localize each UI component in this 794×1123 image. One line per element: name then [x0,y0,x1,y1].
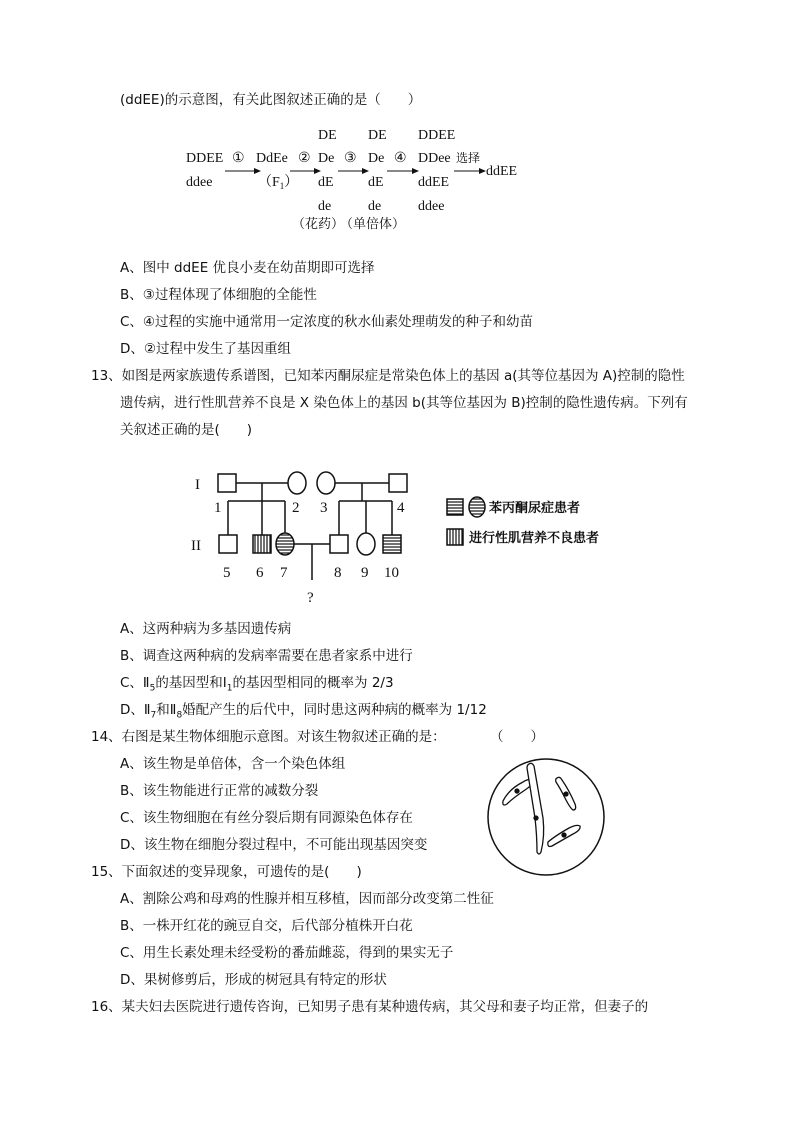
f1-genotype: DdEe [256,151,288,166]
id-7: 7 [280,565,288,581]
q12-option-c: C、④过程的实施中通常用一定浓度的秋水仙素处理萌发的种子和幼苗 [120,314,534,330]
q13-option-c: C、$Ⅱ_5$的基因型和$Ⅰ_1$的基因型相同的概率为 2/3 [120,675,394,694]
individual-10-male-pku [383,535,401,553]
diploid-3: ddEE [418,175,450,190]
individual-8-male [330,535,348,553]
q12-option-a: A、图中 ddEE 优良小麦在幼苗期即可选择 [120,260,375,276]
step-1-label: ① [232,151,245,166]
individual-4-male [389,474,407,492]
q13-option-a: A、这两种病为多基因遗传病 [120,621,292,637]
q15-option-c: C、用生长素处理未经受粉的番茄雌蕊，得到的果实无子 [120,945,454,961]
id-6: 6 [256,565,264,581]
diploid-1: DDEE [418,128,456,143]
id-8: 8 [334,565,342,581]
individual-7-female-pku [276,533,294,555]
generation-1-label: I [195,477,200,493]
id-1: 1 [214,500,222,516]
f1-label: $(F_1)$ [258,175,299,191]
individual-9-female [357,533,375,555]
step-4-label: ④ [394,151,407,166]
diploid-4: ddee [418,199,445,214]
q15-option-a: A、割除公鸡和母鸡的性腺并相互移植，因而部分改变第二性征 [120,891,494,907]
q14-option-c: C、该生物细胞在有丝分裂后期有同源染色体存在 [120,810,413,826]
id-5: 5 [223,565,231,581]
legend-square-pku [447,499,463,515]
q14-paren: （ ） [490,729,544,745]
q16-stem: 16、某夫妇去医院进行遗传咨询，已知男子患有某种遗传病，其父母和妻子均正常，但妻子的 [91,999,649,1015]
individual-2-female [288,472,306,494]
id-9: 9 [361,565,369,581]
q12-option-b: B、③过程体现了体细胞的全能性 [120,287,317,303]
q13-stem-line-3: 关叙述正确的是( ) [120,422,253,438]
q12-intro: (ddEE)的示意图，有关此图叙述正确的是（ ） [120,92,422,108]
parent-ddee-lower: ddee [186,175,213,190]
legend-square-dmd [447,529,463,545]
individual-6-male-dmd [253,535,271,553]
haploid-2: De [368,151,385,166]
result-genotype: ddEE [486,164,518,179]
id-4: 4 [397,500,405,516]
step-3-label: ③ [344,151,357,166]
cell-diagram [485,756,610,881]
parent-ddee-upper: DDEE [186,151,224,166]
diploid-2: DDee [418,151,451,166]
q14-option-b: B、该生物能进行正常的减数分裂 [120,783,319,799]
id-2: 2 [292,500,300,516]
haploid-4: de [368,199,382,214]
step-2-label: ② [298,151,311,166]
id-10: 10 [384,565,399,581]
legend-pku-label: 苯丙酮尿症患者 [489,501,581,516]
q14-stem: 14、右图是某生物体细胞示意图。对该生物叙述正确的是： [91,729,446,745]
pollen-2: De [318,151,335,166]
individual-5-male [219,535,237,553]
pollen-1: DE [318,128,337,143]
q15-option-b: B、一株开红花的豌豆自交，后代部分植株开白花 [120,918,413,934]
pedigree-chart [185,462,615,607]
q14-option-d: D、该生物在细胞分裂过程中，不可能出现基因突变 [120,837,428,853]
id-3: 3 [320,500,328,516]
pollen-3: dE [318,175,334,190]
q15-option-d: D、果树修剪后，形成的树冠具有特定的形状 [120,972,387,988]
q14-option-a: A、该生物是单倍体，含一个染色体组 [120,756,346,772]
q13-stem-line-1: 13、如图是两家族遗传系谱图，已知苯丙酮尿症是常染色体上的基因 a(其等位基因为 A)控制的隐性 [91,368,685,384]
haploid-1: DE [368,128,387,143]
haploid-3: dE [368,175,384,190]
generation-2-label: II [191,538,201,554]
offspring-unknown: ? [307,590,314,606]
breeding-diagram [180,118,540,236]
pollen-4: de [318,199,332,214]
individual-1-male [218,474,236,492]
legend-dmd-label: 进行性肌营养不良患者 [469,531,600,546]
haploid-label: （单倍体） [340,217,406,232]
individual-3-female [317,472,335,494]
q13-option-d: D、$Ⅱ_7$和$Ⅱ_8$婚配产生的后代中，同时患这两种病的概率为 1/12 [120,702,487,721]
pollen-label: （花药） [292,217,345,232]
q12-option-d: D、②过程中发生了基因重组 [120,341,291,357]
q13-option-b: B、调查这两种病的发病率需要在患者家系中进行 [120,648,413,664]
legend-circle-pku [469,497,485,517]
select-label: 选择 [456,151,481,165]
q15-stem: 15、下面叙述的变异现象，可遗传的是( ) [91,864,362,880]
q13-stem-line-2: 遗传病，进行性肌营养不良是 X 染色体上的基因 b(其等位基因为 B)控制的隐性遗传病。下列有 [120,395,688,411]
